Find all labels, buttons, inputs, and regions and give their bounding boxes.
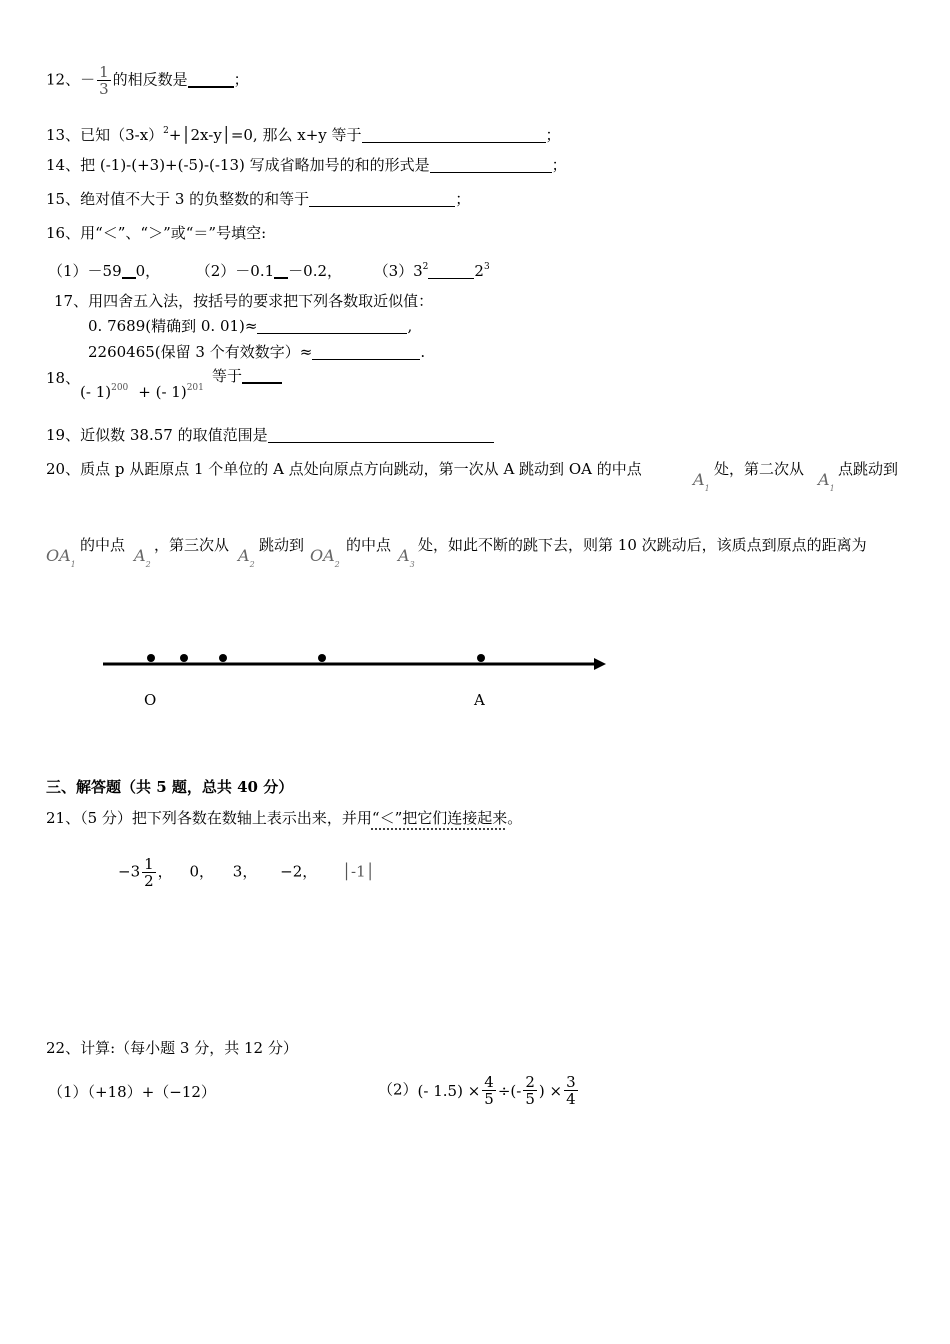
q20-A3-letter: A bbox=[398, 546, 410, 565]
q15-number: 15、 bbox=[46, 190, 81, 208]
q21-num3: 3， bbox=[232, 862, 258, 881]
section-3-title: 三、解答题（共 5 题，总共 40 分） bbox=[46, 778, 294, 796]
q20-point-A1-b bbox=[818, 470, 835, 499]
question-17-line2 bbox=[88, 342, 425, 362]
q16-part2-b: －0.2， bbox=[288, 262, 343, 280]
q16-part3-sup: 2 bbox=[422, 262, 429, 272]
q20-A2a-letter: A bbox=[134, 546, 146, 565]
q12-fraction bbox=[97, 64, 111, 97]
q21-number: 21、 bbox=[46, 809, 81, 827]
question-15 bbox=[46, 189, 470, 209]
q21-text1: （5 分）把下列各数在数轴上表示出来，并用 bbox=[80, 809, 372, 827]
number-line-point bbox=[318, 654, 326, 662]
number-line-point bbox=[477, 654, 485, 662]
question-20 bbox=[46, 459, 642, 479]
number-line-point bbox=[219, 654, 227, 662]
q16-number: 16、 bbox=[46, 224, 81, 242]
question-12 bbox=[46, 64, 249, 97]
q21-num1-frac-den: 2 bbox=[144, 872, 154, 890]
q19-text: 近似数 38.57 的取值范围是 bbox=[80, 426, 268, 444]
q14-text: 把 (-1)-(+3)+(-5)-(-13) 写成省略加号的和的形式是 bbox=[80, 156, 430, 174]
q21-end: 。 bbox=[507, 809, 523, 827]
q18-expr-b: + (- 1) bbox=[138, 383, 187, 401]
question-13 bbox=[46, 121, 561, 145]
q22-frac2-num: 2 bbox=[525, 1073, 535, 1091]
q15-answer-blank[interactable] bbox=[309, 190, 455, 207]
q20-OA1-sub: 1 bbox=[70, 560, 76, 569]
q22-part2-c: ) × bbox=[538, 1081, 563, 1100]
q22-frac3-num: 3 bbox=[566, 1073, 576, 1091]
q12-number: 12、 bbox=[46, 70, 81, 89]
q20-text1: 质点 p 从距原点 1 个单位的 A 点处向原点方向跳动，第一次从 A 跳动到 OA 的中点 bbox=[80, 460, 642, 478]
q16-part3-b: 2 bbox=[474, 262, 484, 280]
q20-point-A2-b bbox=[238, 546, 255, 575]
q20-segment-OA1 bbox=[46, 546, 76, 575]
q18-expression bbox=[80, 378, 204, 402]
q16-part1-a: （1）－59 bbox=[48, 262, 122, 280]
q22-number: 22、 bbox=[46, 1039, 81, 1057]
q17-line2-end: . bbox=[420, 343, 426, 361]
number-line-label-O: O bbox=[144, 691, 157, 709]
q22-part2-a: (- 1.5) × bbox=[417, 1081, 481, 1100]
q20-number: 20、 bbox=[46, 460, 81, 478]
q13-number: 13、 bbox=[46, 126, 81, 144]
q15-end: ； bbox=[455, 190, 471, 208]
q22-frac1-num: 4 bbox=[484, 1073, 494, 1091]
q14-answer-blank[interactable] bbox=[430, 156, 552, 173]
question-16 bbox=[46, 223, 266, 243]
q22-frac3 bbox=[564, 1074, 578, 1107]
question-18 bbox=[46, 368, 80, 388]
q21-num5: │-1│ bbox=[342, 862, 375, 881]
question-17-line1 bbox=[88, 316, 412, 336]
q20-OA2-sub: 2 bbox=[334, 560, 340, 569]
q12-sign: － bbox=[80, 70, 96, 89]
q19-answer-blank[interactable] bbox=[268, 426, 494, 443]
q12-answer-blank[interactable] bbox=[188, 70, 234, 88]
q16-part3-a: （3）3 bbox=[373, 262, 423, 280]
q13-end: ； bbox=[545, 126, 561, 144]
q17-line1-end: , bbox=[407, 317, 413, 335]
q20-point-A2-a bbox=[134, 546, 151, 575]
q21-num4: −2， bbox=[280, 862, 318, 881]
q18-sup-b: 201 bbox=[186, 383, 204, 393]
q20-line2-b: ，第三次从 bbox=[154, 536, 230, 554]
q17-text: 用四舍五入法，按括号的要求把下列各数取近似值： bbox=[88, 292, 434, 310]
q20-A2a-sub: 2 bbox=[145, 560, 151, 569]
number-line-label-A: A bbox=[474, 691, 485, 709]
q17-number: 17、 bbox=[54, 292, 89, 310]
q20-OA2-letters: OA bbox=[310, 546, 335, 565]
q18-expr-a: (- 1) bbox=[80, 383, 112, 401]
q20-A1b-sub: 1 bbox=[829, 484, 835, 493]
q16-part1-blank[interactable] bbox=[122, 261, 136, 279]
q13-answer-blank[interactable] bbox=[362, 126, 546, 143]
q20-line2-c: 跳动到 bbox=[259, 536, 305, 554]
number-line-point bbox=[147, 654, 155, 662]
number-line-point bbox=[180, 654, 188, 662]
q17-line1-text: 0. 7689(精确到 0. 01)≈ bbox=[88, 317, 258, 335]
q22-text: 计算:（每小题 3 分，共 12 分） bbox=[80, 1039, 298, 1057]
q20-A3-sub: 3 bbox=[409, 560, 415, 569]
q22-part2 bbox=[378, 1074, 580, 1107]
question-17 bbox=[54, 291, 433, 311]
q20-A2b-letter: A bbox=[238, 546, 250, 565]
q12-frac-den: 3 bbox=[99, 80, 109, 98]
q21-num1-frac-num: 1 bbox=[144, 855, 154, 873]
q16-part3-sup2: 3 bbox=[483, 262, 490, 272]
question-14 bbox=[46, 155, 567, 175]
q22-part2-b: ÷(- bbox=[497, 1081, 522, 1100]
q12-end: ； bbox=[233, 70, 249, 89]
q20-line2-a: 的中点 bbox=[80, 536, 126, 554]
q22-frac1-den: 5 bbox=[484, 1090, 494, 1108]
q18-answer-blank[interactable] bbox=[242, 366, 282, 384]
q18-tail bbox=[212, 366, 282, 386]
q21-numbers bbox=[118, 856, 375, 889]
q20-A1b-letter: A bbox=[818, 470, 830, 489]
q21-emphasis: “＜”把它们连接起来 bbox=[371, 809, 508, 827]
q20-segment-OA2 bbox=[310, 546, 340, 575]
question-19 bbox=[46, 425, 494, 445]
q17-line2-blank[interactable] bbox=[312, 343, 420, 360]
q21-num1-whole: −3 bbox=[118, 862, 141, 881]
q16-part1-b: 0， bbox=[135, 262, 161, 280]
q20-line2-e: 处，如此不断的跳下去，则第 10 次跳动后，该质点到原点的距离为 bbox=[418, 536, 867, 554]
q13-text1: 已知（3-x） bbox=[80, 126, 164, 144]
q16-part3-blank[interactable] bbox=[428, 262, 474, 279]
q20-point-A1-a bbox=[693, 470, 710, 499]
q20-line2-d: 的中点 bbox=[346, 536, 392, 554]
q18-text: 等于 bbox=[212, 367, 243, 385]
number-line-arrow bbox=[594, 658, 606, 670]
q22-frac2 bbox=[523, 1074, 537, 1107]
question-22 bbox=[46, 1038, 298, 1058]
q18-sup-a: 200 bbox=[111, 383, 129, 393]
q13-sup: 2 bbox=[163, 126, 169, 136]
q14-end: ； bbox=[551, 156, 567, 174]
q19-number: 19、 bbox=[46, 426, 81, 444]
q20-A2b-sub: 2 bbox=[249, 560, 255, 569]
q21-num1-sep: ， bbox=[157, 862, 173, 881]
q14-number: 14、 bbox=[46, 156, 81, 174]
q20-A1a-letter: A bbox=[693, 470, 705, 489]
q15-text: 绝对值不大于 3 的负整数的和等于 bbox=[80, 190, 310, 208]
q20-A1a-sub: 1 bbox=[704, 484, 710, 493]
q20-text2: 处，第二次从 bbox=[714, 460, 805, 478]
q20-text3: 点跳动到 bbox=[838, 460, 899, 478]
q22-frac1 bbox=[482, 1074, 496, 1107]
q18-number: 18、 bbox=[46, 369, 81, 387]
q16-part2-blank[interactable] bbox=[274, 261, 288, 279]
q16-text: 用“＜”、“＞”或“＝”号填空: bbox=[80, 224, 267, 242]
q22-part1: （1）（+18）+（−12） bbox=[48, 1083, 216, 1101]
q20-point-A3 bbox=[398, 546, 415, 575]
q21-num2: 0， bbox=[189, 862, 215, 881]
q12-frac-num: 1 bbox=[99, 63, 109, 81]
q13-text2: +│2x-y│=0, 那么 x+y 等于 bbox=[168, 126, 362, 144]
q22-part2-label: （2） bbox=[378, 1080, 418, 1099]
question-21 bbox=[46, 808, 522, 828]
q22-frac3-den: 4 bbox=[566, 1090, 576, 1108]
question-16-parts bbox=[48, 257, 490, 281]
q21-num1-fraction bbox=[142, 856, 156, 889]
q22-frac2-den: 5 bbox=[525, 1090, 535, 1108]
q16-part2-a: （2）－0.1 bbox=[195, 262, 275, 280]
q12-text: 的相反数是 bbox=[112, 70, 188, 89]
q17-line1-blank[interactable] bbox=[257, 317, 407, 334]
q17-line2-text: 2260465(保留 3 个有效数字）≈ bbox=[88, 343, 313, 361]
q20-OA1-letters: OA bbox=[46, 546, 71, 565]
